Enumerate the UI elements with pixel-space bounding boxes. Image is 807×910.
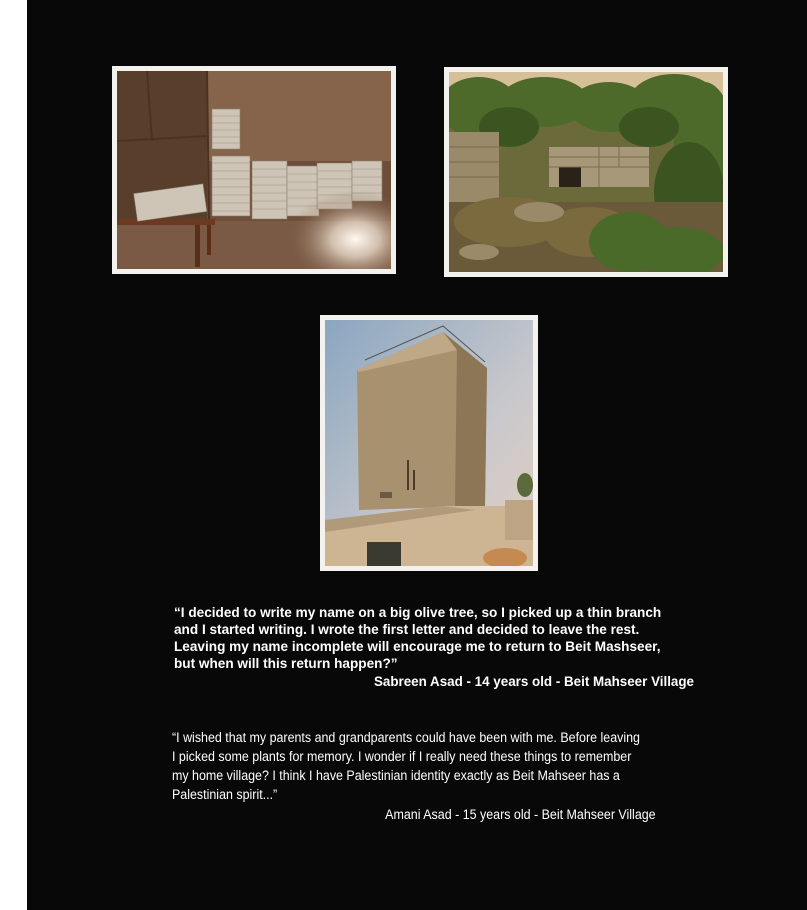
- quote-amani: [172, 728, 656, 824]
- quote-line: “I wished that my parents and grandparents could have been with me. Before leaving: [172, 730, 640, 745]
- quote-line: but when will this return happen?”: [174, 656, 398, 671]
- page-background: [27, 0, 807, 910]
- photo-stacked-books: [112, 66, 396, 274]
- photo-concrete-tower: [320, 315, 538, 571]
- quote-line: I picked some plants for memory. I wonder if I really need these things to remember: [172, 749, 632, 764]
- photo-village-ruins: [444, 67, 728, 277]
- quote-line: Palestinian spirit...”: [172, 787, 278, 802]
- quote-sabreen: [174, 604, 694, 690]
- quote-line: “I decided to write my name on a big olive tree, so I picked up a thin branch: [174, 605, 662, 620]
- quote-line: and I started writing. I wrote the first letter and decided to leave the rest.: [174, 622, 640, 637]
- concrete-tower-image: [325, 320, 533, 566]
- village-ruins-image: [449, 72, 723, 272]
- quote-attribution: Sabreen Asad - 14 years old - Beit Mahseer Village: [373, 674, 694, 689]
- quote-line: my home village? I think I have Palestinian identity exactly as Beit Mahseer has a: [172, 768, 620, 783]
- quote-attribution: Amani Asad - 15 years old - Beit Mahseer Village: [385, 807, 656, 822]
- quote-line: Leaving my name incomplete will encourage me to return to Beit Mashseer,: [174, 639, 661, 654]
- stacked-books-image: [117, 71, 391, 269]
